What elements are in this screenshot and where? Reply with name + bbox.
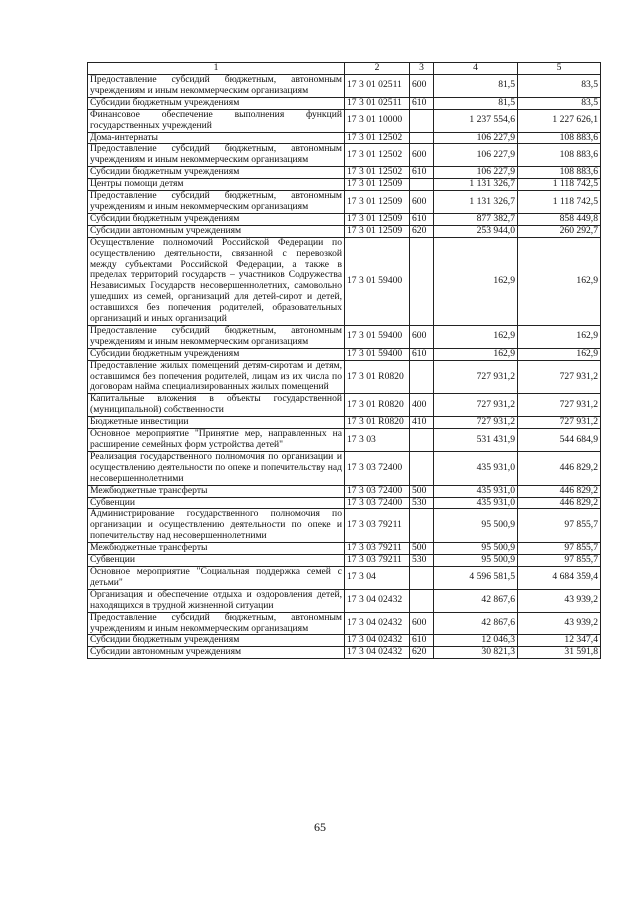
row-value-year2-cell: 727 931,2 — [518, 417, 601, 429]
row-name-cell: Субсидии автономным учреждениям — [88, 647, 345, 659]
row-value-year1-cell: 531 431,9 — [434, 429, 518, 452]
row-expense-type-cell: 410 — [410, 417, 434, 429]
row-name-cell: Межбюджетные трансферты — [88, 543, 345, 555]
row-value-year1-cell: 253 944,0 — [434, 225, 518, 237]
column-header: 2 — [345, 63, 410, 75]
row-name-cell: Бюджетные инвестиции — [88, 417, 345, 429]
row-code-cell: 17 3 01 R0820 — [345, 394, 410, 417]
table-row — [88, 325, 601, 348]
row-code-cell: 17 3 03 72400 — [345, 497, 410, 509]
row-expense-type-cell: 610 — [410, 348, 434, 360]
row-expense-type-cell: 530 — [410, 555, 434, 567]
row-name-cell: Субсидии автономным учреждениям — [88, 225, 345, 237]
row-code-cell: 17 3 03 — [345, 429, 410, 452]
row-name-cell: Предоставление жилых помещений детям-сиротам и детям, оставшимся без попечения родителей, лицам из их числа по договорам найма специализированных жилых помещений — [88, 360, 345, 394]
table-row — [88, 109, 601, 132]
row-code-cell: 17 3 04 02432 — [345, 589, 410, 612]
row-value-year1-cell: 81,5 — [434, 97, 518, 109]
row-expense-type-cell: 610 — [410, 213, 434, 225]
table-row — [88, 429, 601, 452]
row-expense-type-cell: 610 — [410, 635, 434, 647]
row-value-year1-cell: 435 931,0 — [434, 451, 518, 485]
row-expense-type-cell: 600 — [410, 191, 434, 214]
row-value-year2-cell: 12 347,4 — [518, 635, 601, 647]
row-value-year2-cell: 260 292,7 — [518, 225, 601, 237]
row-value-year2-cell: 31 591,8 — [518, 647, 601, 659]
table-row — [88, 589, 601, 612]
row-code-cell: 17 3 01 12502 — [345, 132, 410, 144]
row-value-year2-cell: 1 227 626,1 — [518, 109, 601, 132]
row-value-year1-cell: 727 931,2 — [434, 417, 518, 429]
row-code-cell: 17 3 01 10000 — [345, 109, 410, 132]
row-expense-type-cell — [410, 589, 434, 612]
table-row — [88, 566, 601, 589]
column-header: 5 — [518, 63, 601, 75]
row-value-year2-cell: 727 931,2 — [518, 394, 601, 417]
row-expense-type-cell: 600 — [410, 75, 434, 98]
row-value-year1-cell: 81,5 — [434, 75, 518, 98]
row-code-cell: 17 3 01 12509 — [345, 225, 410, 237]
row-code-cell: 17 3 01 59400 — [345, 237, 410, 325]
budget-table — [87, 62, 601, 659]
row-value-year2-cell: 446 829,2 — [518, 451, 601, 485]
row-value-year1-cell: 30 821,3 — [434, 647, 518, 659]
row-code-cell: 17 3 03 79211 — [345, 543, 410, 555]
row-code-cell: 17 3 04 02432 — [345, 612, 410, 635]
row-name-cell: Субсидии бюджетным учреждениям — [88, 635, 345, 647]
table-row — [88, 225, 601, 237]
table-row — [88, 213, 601, 225]
row-name-cell: Предоставление субсидий бюджетным, автономным учреждениям и иным некоммерческим организациям — [88, 612, 345, 635]
row-value-year2-cell: 97 855,7 — [518, 543, 601, 555]
table-body — [88, 75, 601, 659]
row-value-year2-cell: 446 829,2 — [518, 497, 601, 509]
row-value-year1-cell: 162,9 — [434, 237, 518, 325]
row-name-cell: Субсидии бюджетным учреждениям — [88, 348, 345, 360]
row-value-year2-cell: 162,9 — [518, 348, 601, 360]
column-header: 1 — [88, 63, 345, 75]
row-value-year1-cell: 877 382,7 — [434, 213, 518, 225]
row-expense-type-cell — [410, 132, 434, 144]
table-row — [88, 179, 601, 191]
table-row — [88, 635, 601, 647]
row-code-cell: 17 3 04 — [345, 566, 410, 589]
table-row — [88, 485, 601, 497]
row-code-cell: 17 3 01 59400 — [345, 325, 410, 348]
page-number: 65 — [314, 820, 326, 834]
table-row — [88, 132, 601, 144]
row-expense-type-cell: 600 — [410, 144, 434, 167]
row-value-year2-cell: 858 449,8 — [518, 213, 601, 225]
row-value-year2-cell: 108 883,6 — [518, 144, 601, 167]
row-expense-type-cell: 500 — [410, 543, 434, 555]
row-code-cell: 17 3 03 79211 — [345, 555, 410, 567]
column-header: 4 — [434, 63, 518, 75]
row-value-year1-cell: 727 931,2 — [434, 394, 518, 417]
row-expense-type-cell: 610 — [410, 97, 434, 109]
row-value-year1-cell: 4 596 581,5 — [434, 566, 518, 589]
table-row — [88, 360, 601, 394]
table-row — [88, 394, 601, 417]
table-row — [88, 647, 601, 659]
row-value-year2-cell: 97 855,7 — [518, 555, 601, 567]
row-value-year1-cell: 42 867,6 — [434, 612, 518, 635]
row-code-cell: 17 3 01 12502 — [345, 167, 410, 179]
row-expense-type-cell: 600 — [410, 612, 434, 635]
row-expense-type-cell — [410, 237, 434, 325]
row-name-cell: Субсидии бюджетным учреждениям — [88, 97, 345, 109]
row-code-cell: 17 3 01 R0820 — [345, 360, 410, 394]
row-value-year1-cell: 1 131 326,7 — [434, 179, 518, 191]
row-value-year1-cell: 435 931,0 — [434, 497, 518, 509]
row-name-cell: Субвенции — [88, 497, 345, 509]
row-expense-type-cell: 530 — [410, 497, 434, 509]
table-row — [88, 75, 601, 98]
row-value-year2-cell: 162,9 — [518, 237, 601, 325]
row-value-year2-cell: 544 684,9 — [518, 429, 601, 452]
row-expense-type-cell — [410, 109, 434, 132]
row-name-cell: Межбюджетные трансферты — [88, 485, 345, 497]
row-expense-type-cell: 400 — [410, 394, 434, 417]
row-expense-type-cell — [410, 429, 434, 452]
table-row — [88, 451, 601, 485]
row-name-cell: Капитальные вложения в объекты государственной (муниципальной) собственности — [88, 394, 345, 417]
row-name-cell: Организация и обеспечение отдыха и оздоровления детей, находящихся в трудной жизненной ситуации — [88, 589, 345, 612]
row-name-cell: Финансовое обеспечение выполнения функций государственных учреждений — [88, 109, 345, 132]
row-code-cell: 17 3 01 12502 — [345, 144, 410, 167]
row-name-cell: Субсидии бюджетным учреждениям — [88, 167, 345, 179]
row-expense-type-cell: 620 — [410, 647, 434, 659]
row-value-year2-cell: 162,9 — [518, 325, 601, 348]
row-expense-type-cell: 610 — [410, 167, 434, 179]
table-row — [88, 612, 601, 635]
row-value-year2-cell: 43 939,2 — [518, 612, 601, 635]
row-code-cell: 17 3 04 02432 — [345, 647, 410, 659]
row-name-cell: Реализация государственного полномочия по организации и осуществлению деятельности по опеке и попечительству над несовершеннолетними — [88, 451, 345, 485]
row-value-year2-cell: 97 855,7 — [518, 509, 601, 543]
row-value-year1-cell: 727 931,2 — [434, 360, 518, 394]
row-code-cell: 17 3 03 79211 — [345, 509, 410, 543]
row-expense-type-cell — [410, 179, 434, 191]
row-value-year1-cell: 106 227,9 — [434, 132, 518, 144]
row-code-cell: 17 3 01 12509 — [345, 191, 410, 214]
row-code-cell: 17 3 01 12509 — [345, 179, 410, 191]
table-row — [88, 191, 601, 214]
row-value-year1-cell: 162,9 — [434, 348, 518, 360]
table-row — [88, 237, 601, 325]
table-header-row — [88, 63, 601, 75]
row-name-cell: Предоставление субсидий бюджетным, автономным учреждениям и иным некоммерческим организациям — [88, 144, 345, 167]
row-value-year1-cell: 95 500,9 — [434, 555, 518, 567]
table-row — [88, 555, 601, 567]
row-value-year1-cell: 162,9 — [434, 325, 518, 348]
row-name-cell: Осуществление полномочий Российской Федерации по осуществлению деятельности, связанной с перевозкой между субъектами Российской Федерации, а также в пределах территорий государств – участников Содружества Независимых Государств несовершеннолетних, самовольно ушедших из семей, организаций для детей-сирот и детей, оставшихся без попечения родителей, образовательных организаций и иных организаций — [88, 237, 345, 325]
row-code-cell: 17 3 04 02432 — [345, 635, 410, 647]
row-name-cell: Центры помощи детям — [88, 179, 345, 191]
row-name-cell: Основное мероприятие "Социальная поддержка семей с детьми" — [88, 566, 345, 589]
row-name-cell: Предоставление субсидий бюджетным, автономным учреждениям и иным некоммерческим организациям — [88, 75, 345, 98]
row-expense-type-cell: 600 — [410, 325, 434, 348]
row-name-cell: Предоставление субсидий бюджетным, автономным учреждениям и иным некоммерческим организациям — [88, 325, 345, 348]
row-value-year1-cell: 1 237 554,6 — [434, 109, 518, 132]
table-row — [88, 348, 601, 360]
row-name-cell: Субсидии бюджетным учреждениям — [88, 213, 345, 225]
row-value-year2-cell: 1 118 742,5 — [518, 179, 601, 191]
row-expense-type-cell: 620 — [410, 225, 434, 237]
row-value-year2-cell: 1 118 742,5 — [518, 191, 601, 214]
row-value-year2-cell: 446 829,2 — [518, 485, 601, 497]
row-name-cell: Дома-интернаты — [88, 132, 345, 144]
row-code-cell: 17 3 01 12509 — [345, 213, 410, 225]
table-row — [88, 167, 601, 179]
row-code-cell: 17 3 01 02511 — [345, 75, 410, 98]
table-row — [88, 144, 601, 167]
row-expense-type-cell — [410, 451, 434, 485]
row-name-cell: Основное мероприятие "Принятие мер, направленных на расширение семейных форм устройства детей" — [88, 429, 345, 452]
row-value-year1-cell: 12 046,3 — [434, 635, 518, 647]
row-value-year1-cell: 42 867,6 — [434, 589, 518, 612]
row-expense-type-cell — [410, 509, 434, 543]
row-value-year1-cell: 106 227,9 — [434, 144, 518, 167]
row-expense-type-cell — [410, 360, 434, 394]
row-code-cell: 17 3 03 72400 — [345, 485, 410, 497]
table-row — [88, 543, 601, 555]
table-row — [88, 509, 601, 543]
table-row — [88, 417, 601, 429]
row-expense-type-cell: 500 — [410, 485, 434, 497]
row-value-year1-cell: 1 131 326,7 — [434, 191, 518, 214]
row-code-cell: 17 3 01 59400 — [345, 348, 410, 360]
row-value-year2-cell: 727 931,2 — [518, 360, 601, 394]
row-value-year2-cell: 43 939,2 — [518, 589, 601, 612]
row-name-cell: Администрирование государственного полномочия по организации и осуществлению деятельности по опеке и попечительству над несовершеннолетними — [88, 509, 345, 543]
table-row — [88, 497, 601, 509]
row-name-cell: Субвенции — [88, 555, 345, 567]
row-value-year2-cell: 4 684 359,4 — [518, 566, 601, 589]
row-name-cell: Предоставление субсидий бюджетным, автономным учреждениям и иным некоммерческим организациям — [88, 191, 345, 214]
row-value-year1-cell: 95 500,9 — [434, 543, 518, 555]
row-value-year1-cell: 95 500,9 — [434, 509, 518, 543]
row-code-cell: 17 3 01 02511 — [345, 97, 410, 109]
row-value-year2-cell: 108 883,6 — [518, 167, 601, 179]
row-code-cell: 17 3 01 R0820 — [345, 417, 410, 429]
row-value-year2-cell: 83,5 — [518, 97, 601, 109]
row-value-year2-cell: 83,5 — [518, 75, 601, 98]
row-value-year1-cell: 106 227,9 — [434, 167, 518, 179]
column-header: 3 — [410, 63, 434, 75]
row-value-year2-cell: 108 883,6 — [518, 132, 601, 144]
row-expense-type-cell — [410, 566, 434, 589]
table-row — [88, 97, 601, 109]
row-value-year1-cell: 435 931,0 — [434, 485, 518, 497]
row-code-cell: 17 3 03 72400 — [345, 451, 410, 485]
